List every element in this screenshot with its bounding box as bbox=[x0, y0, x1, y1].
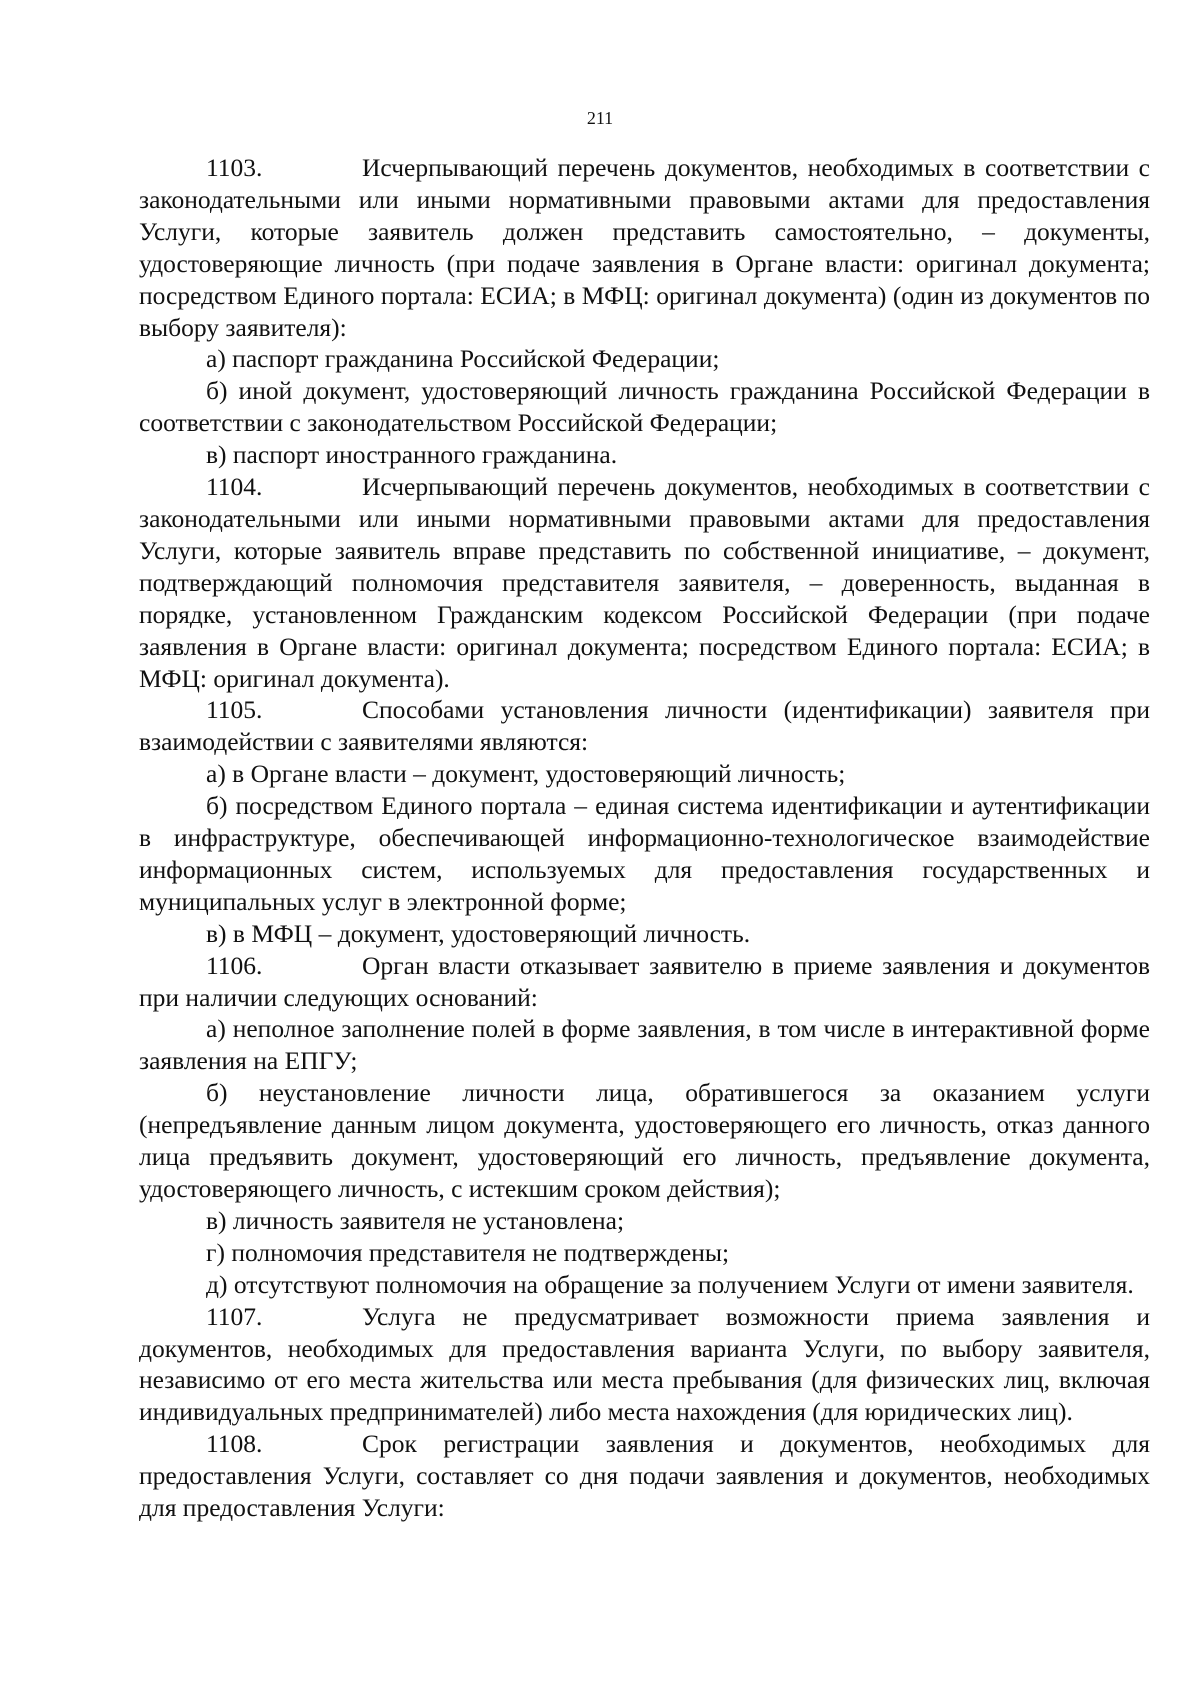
list-item: г) полномочия представителя не подтверждены; bbox=[206, 1237, 730, 1267]
paragraph-text: Срок регистрации заявления и документов, необходимых для предоставления Услуги, составляет со дня подачи заявления и документов, необходимых для предоставления Услуги: bbox=[139, 1429, 1150, 1523]
paragraph-1107 bbox=[139, 1301, 1150, 1429]
list-item: в) в МФЦ – документ, удостоверяющий личность. bbox=[206, 918, 751, 948]
list-item: б) иной документ, удостоверяющий личность гражданина Российской Федерации в соответствии с законодательством Российской Федерации; bbox=[139, 376, 1150, 438]
paragraph-text: Орган власти отказывает заявителю в приеме заявления и документов при наличии следующих оснований: bbox=[139, 950, 1150, 1012]
paragraph-1106 bbox=[139, 950, 1150, 1014]
list-item: д) отсутствуют полномочия на обращение за получением Услуги от имени заявителя. bbox=[206, 1269, 1134, 1299]
paragraph-text: Услуга не предусматривает возможности приема заявления и документов, необходимых для предоставления варианта Услуги, по выбору заявителя, независимо от его места жительства или места пребывания (для физических лиц, включая индивидуальных предпринимателей) либо места нахождения (для юридических лиц). bbox=[139, 1301, 1150, 1427]
paragraph-text: Исчерпывающий перечень документов, необходимых в соответствии с законодательными или иными нормативными правовыми актами для предоставления Услуги, которые заявитель должен представить самостоятельно, – документы, удостоверяющие личность (при подаче заявления в Органе власти: оригинал документа; посредством Единого портала: ЕСИА; в МФЦ: оригинал документа) (один из документов по выбору заявителя): bbox=[139, 153, 1150, 342]
paragraph-1108 bbox=[139, 1428, 1150, 1524]
paragraph-number: 1108. bbox=[206, 1429, 263, 1459]
paragraph-1105 bbox=[139, 694, 1150, 758]
paragraph-number: 1103. bbox=[206, 153, 263, 182]
list-item: в) паспорт иностранного гражданина. bbox=[206, 440, 618, 470]
list-item: а) паспорт гражданина Российской Федерации; bbox=[206, 344, 720, 374]
page-number: 211 bbox=[586, 108, 614, 128]
paragraph-text: Исчерпывающий перечень документов, необходимых в соответствии с законодательными или иными нормативными правовыми актами для предоставления Услуги, которые заявитель вправе представить по собственной инициативе, – документ, подтверждающий полномочия представителя заявителя, – доверенность, выданная в порядке, установленном Гражданским кодексом Российской Федерации (при подаче заявления в Органе власти: оригинал документа; посредством Единого портала: ЕСИА; в МФЦ: оригинал документа). bbox=[139, 472, 1150, 693]
paragraph-number: 1105. bbox=[206, 695, 263, 725]
list-item: а) неполное заполнение полей в форме заявления, в том числе в интерактивной форме заявления на ЕПГУ; bbox=[139, 1014, 1150, 1076]
paragraph-1103 bbox=[139, 152, 1150, 343]
paragraph-number: 1107. bbox=[206, 1301, 263, 1331]
list-item: б) неустановление личности лица, обратившегося за оказанием услуги (непредъявление данным лицом документа, удостоверяющего его личность, отказ данного лица предъявить документ, удостоверяющий его личность, предъявление документа, удостоверяющего личность, с истекшим сроком действия); bbox=[139, 1078, 1150, 1203]
document-body bbox=[139, 152, 1150, 1524]
paragraph-1104 bbox=[139, 471, 1150, 694]
list-item: а) в Органе власти – документ, удостоверяющий личность; bbox=[206, 759, 846, 789]
list-item: б) посредством Единого портала – единая система идентификации и аутентификации в инфраструктуре, обеспечивающей информационно-технологическое взаимодействие информационных систем, используемых для предоставления государственных и муниципальных услуг в электронной форме; bbox=[139, 791, 1150, 916]
paragraph-number: 1104. bbox=[206, 472, 263, 502]
paragraph-number: 1106. bbox=[206, 950, 263, 980]
paragraph-text: Способами установления личности (идентификации) заявителя при взаимодействии с заявителями являются: bbox=[139, 695, 1150, 757]
list-item: в) личность заявителя не установлена; bbox=[206, 1205, 625, 1235]
